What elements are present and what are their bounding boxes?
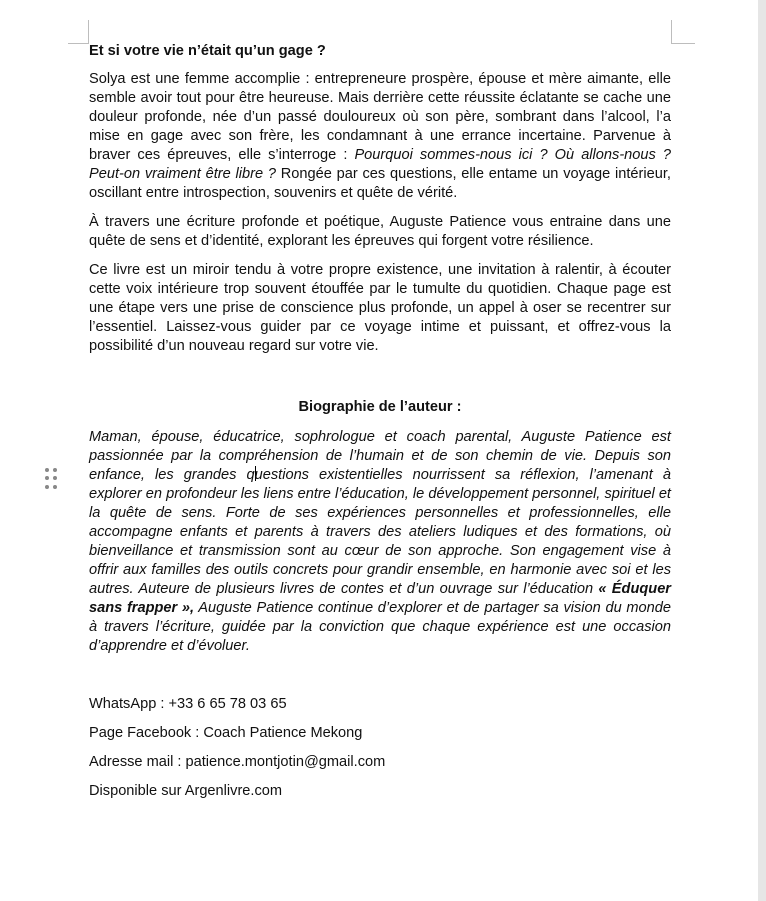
contact-whatsapp: WhatsApp : +33 6 65 78 03 65 xyxy=(89,696,287,712)
page-edge xyxy=(758,0,766,901)
contact-availability: Disponible sur Argenlivre.com xyxy=(89,783,283,799)
biography-paragraph xyxy=(89,428,671,656)
empty-line xyxy=(89,656,671,695)
empty-line xyxy=(89,366,671,398)
bio-text-1: Maman, épouse, éducatrice, sophrologue et coach parental, Auguste Patience est passionnée par la compréhension de l’humain et de son chemin de vie. Depuis son enfance, les grandes q xyxy=(89,429,671,483)
document-title: Et si votre vie n’était qu’un gage ? xyxy=(89,43,326,59)
contact-email: Adresse mail : patience.montjotin@gmail.com xyxy=(89,754,386,770)
contact-facebook: Page Facebook : Coach Patience Mekong xyxy=(89,725,363,741)
page-corner-marker-top-right xyxy=(671,20,695,44)
drag-handle-icon[interactable] xyxy=(45,468,57,490)
document-body[interactable] xyxy=(89,42,671,811)
synopsis-paragraph-1 xyxy=(89,70,671,203)
bio-text-2: uestions existentielles nourrissent sa réflexion, l’amenant à explorer en profondeur les liens entre l’éducation, le développement personnel, spirituel et la quête de sens. Forte de ses expériences personnelles et professionnelles, elle accompagne enfants et parents à travers des ateliers ludiques et des formations, où bienveillance et transmission sont au cœur de son approche. Son engagement vise à offrir aux familles des outils concrets pour grandir ensemble, en harmonie avec soi et les autres. Auteure de plusieurs livres de contes et d’un ouvrage sur l’éducation xyxy=(89,467,671,597)
synopsis-text-2: Rongée par ces questions, elle entame un voyage intérieur, oscillant entre introspection, souvenirs et quête de vérité. xyxy=(89,166,671,201)
book-title: « Éduquer sans frapper », xyxy=(89,581,671,616)
synopsis-paragraph-2: À travers une écriture profonde et poétique, Auguste Patience vous entraine dans une quête de sens et d’identité, explorant les épreuves qui forgent votre résilience. xyxy=(89,214,671,249)
synopsis-paragraph-3: Ce livre est un miroir tendu à votre propre existence, une invitation à ralentir, à écouter cette voix intérieure trop souvent étouffée par le tumulte du quotidien. Chaque page est une étape vers une prise de conscience plus profonde, un appel à oser se recentrer sur l’essentiel. Laissez-vous guider par ce voyage intime et puissant, et offrez-vous la possibilité d’un nouveau regard sur votre vie. xyxy=(89,262,671,354)
biography-heading: Biographie de l’auteur : xyxy=(298,399,462,415)
synopsis-text-1: Solya est une femme accomplie : entrepreneure prospère, épouse et mère aimante, elle semble avoir tout pour être heureuse. Mais derrière cette réussite éclatante se cache une douleur profonde, née d’un passé douloureux où son père, sombrant dans l’alcool, l’a mise en gage avec son frère, les condamnant à une errance incertaine. Parvenue à braver ces épreuves, elle s’interroge : xyxy=(89,71,671,163)
page-corner-marker-top-left xyxy=(68,20,89,44)
bio-text-3: Auguste Patience continue d’explorer et de partager sa vision du monde à travers l’écriture, guidée par la conviction que chaque expérience est une occasion d’apprendre et d’évoluer. xyxy=(89,600,672,654)
synopsis-questions: Pourquoi sommes-nous ici ? Où allons-nous ? Peut-on vraiment être libre ? xyxy=(89,147,672,182)
